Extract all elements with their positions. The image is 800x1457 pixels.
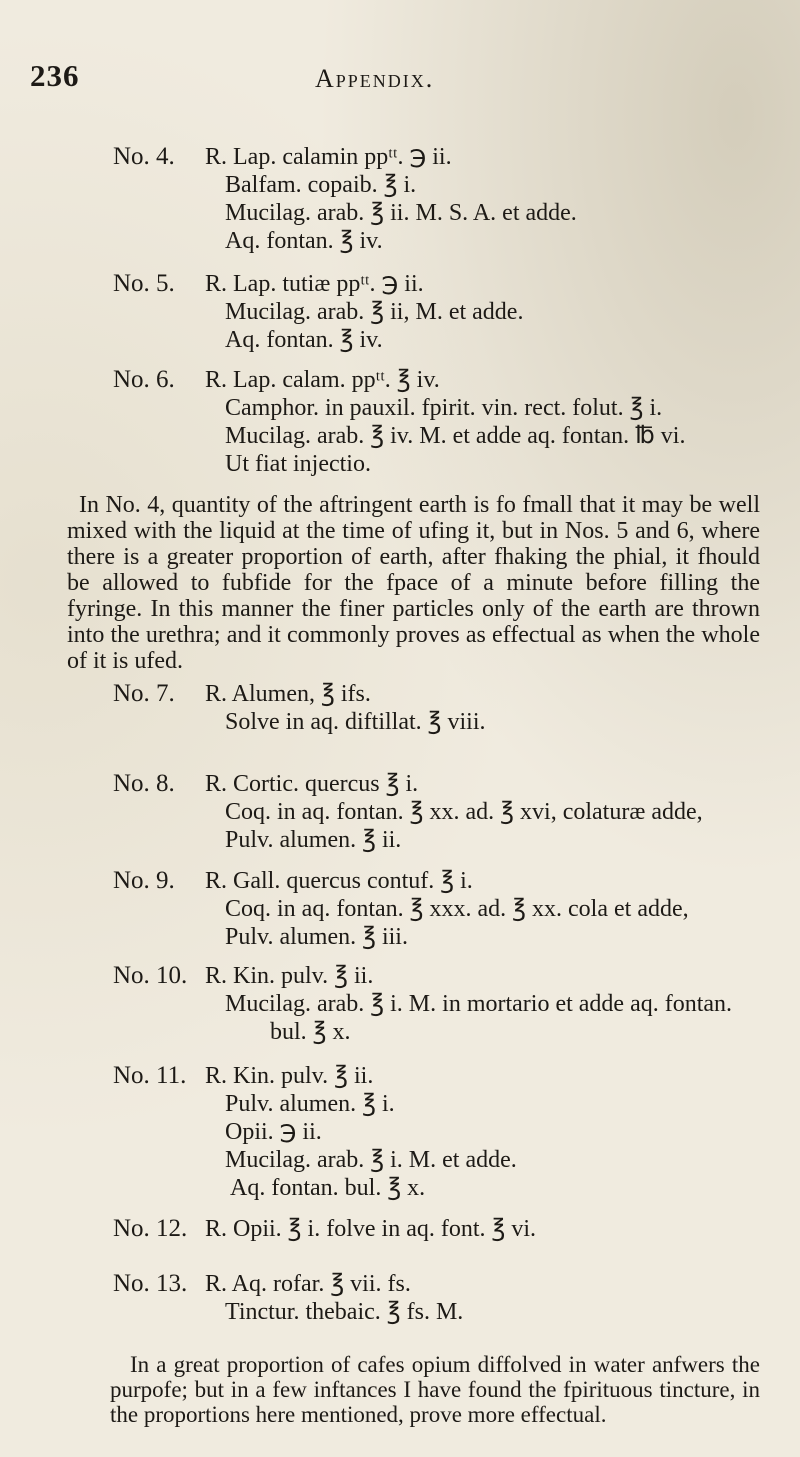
recipe-line: R. Lap. calamin ppᵗᵗ. ℈ ii. <box>205 144 452 170</box>
recipe-line: Solve in aq. diftillat. ℥ viii. <box>225 709 486 735</box>
page-number: 236 <box>30 58 80 93</box>
recipe-line: R. Gall. quercus contuf. ℥ i. <box>205 868 473 894</box>
recipe-line: Pulv. alumen. ℥ iii. <box>225 924 408 950</box>
body-paragraph: In a great proportion of cafes opium diffolved in water anfwers the purpofe; but in a few inftances I have found the fpirituous tincture, in the proportions here mentioned, prove more effectual. <box>110 1352 760 1427</box>
recipe-line: R. Lap. tutiæ ppᵗᵗ. ℈ ii. <box>205 271 424 297</box>
recipe-line: Mucilag. arab. ℥ i. M. et adde. <box>225 1147 517 1173</box>
page-header <box>30 58 770 98</box>
recipe-line: Pulv. alumen. ℥ ii. <box>225 827 402 853</box>
recipe-line: Mucilag. arab. ℥ ii. M. S. A. et adde. <box>225 200 577 226</box>
recipe-number: No. 9. <box>113 867 175 894</box>
recipe-number: No. 7. <box>113 680 175 707</box>
recipe-line: R. Opii. ℥ i. folve in aq. font. ℥ vi. <box>205 1216 537 1242</box>
recipe-line: R. Kin. pulv. ℥ ii. <box>205 963 374 989</box>
recipe-number: No. 4. <box>113 143 175 170</box>
recipe-line: Aq. fontan. ℥ iv. <box>225 228 383 254</box>
recipe-number: No. 12. <box>113 1215 188 1242</box>
recipe-line: Balfam. copaib. ℥ i. <box>225 172 417 198</box>
recipe-line: Coq. in aq. fontan. ℥ xx. ad. ℥ xvi, colaturæ adde, <box>225 799 703 825</box>
recipe-number: No. 10. <box>113 962 188 989</box>
recipe-number: No. 8. <box>113 770 175 797</box>
recipe-line: R. Alumen, ℥ ifs. <box>205 681 371 707</box>
recipe-line: Opii. ℈ ii. <box>225 1119 322 1145</box>
recipe-line: R. Aq. rofar. ℥ vii. fs. <box>205 1271 411 1297</box>
recipe-line: R. Lap. calam. ppᵗᵗ. ℥ iv. <box>205 367 440 393</box>
recipe-line: Aq. fontan. ℥ iv. <box>225 327 383 353</box>
recipe-number: No. 6. <box>113 366 175 393</box>
recipe-line: Ut fiat injectio. <box>225 451 371 477</box>
recipe-number: No. 11. <box>113 1062 187 1089</box>
recipe-line: Coq. in aq. fontan. ℥ xxx. ad. ℥ xx. cola et adde, <box>225 896 689 922</box>
recipe-line: Mucilag. arab. ℥ i. M. in mortario et adde aq. fontan. <box>225 991 733 1017</box>
recipe-number: No. 5. <box>113 270 175 297</box>
recipe-line: Mucilag. arab. ℥ iv. M. et adde aq. fontan. ℔ vi. <box>225 423 686 449</box>
recipe-line: Aq. fontan. bul. ℥ x. <box>230 1175 426 1201</box>
recipe-line: Tinctur. thebaic. ℥ fs. M. <box>225 1299 464 1325</box>
recipe-line: Mucilag. arab. ℥ ii, M. et adde. <box>225 299 524 325</box>
recipe-line: Camphor. in pauxil. fpirit. vin. rect. folut. ℥ i. <box>225 395 663 421</box>
running-head: Appendix. <box>315 64 435 93</box>
body-paragraph: In No. 4, quantity of the aftringent earth is fo fmall that it may be well mixed with the liquid at the time of ufing it, but in Nos. 5 and 6, where there is a greater proportion of earth, after fhaking the phial, it fhould be allowed to fubfide for the fpace of a minute before filling the fyringe. In this manner the finer particles only of the earth are thrown into the urethra; and it commonly proves as effectual as when the whole of it is ufed. <box>67 492 760 674</box>
recipe-line: Pulv. alumen. ℥ i. <box>225 1091 395 1117</box>
recipe-line: R. Kin. pulv. ℥ ii. <box>205 1063 374 1089</box>
recipe-line: bul. ℥ x. <box>270 1019 351 1045</box>
recipe-number: No. 13. <box>113 1270 188 1297</box>
recipe-line: R. Cortic. quercus ℥ i. <box>205 771 419 797</box>
